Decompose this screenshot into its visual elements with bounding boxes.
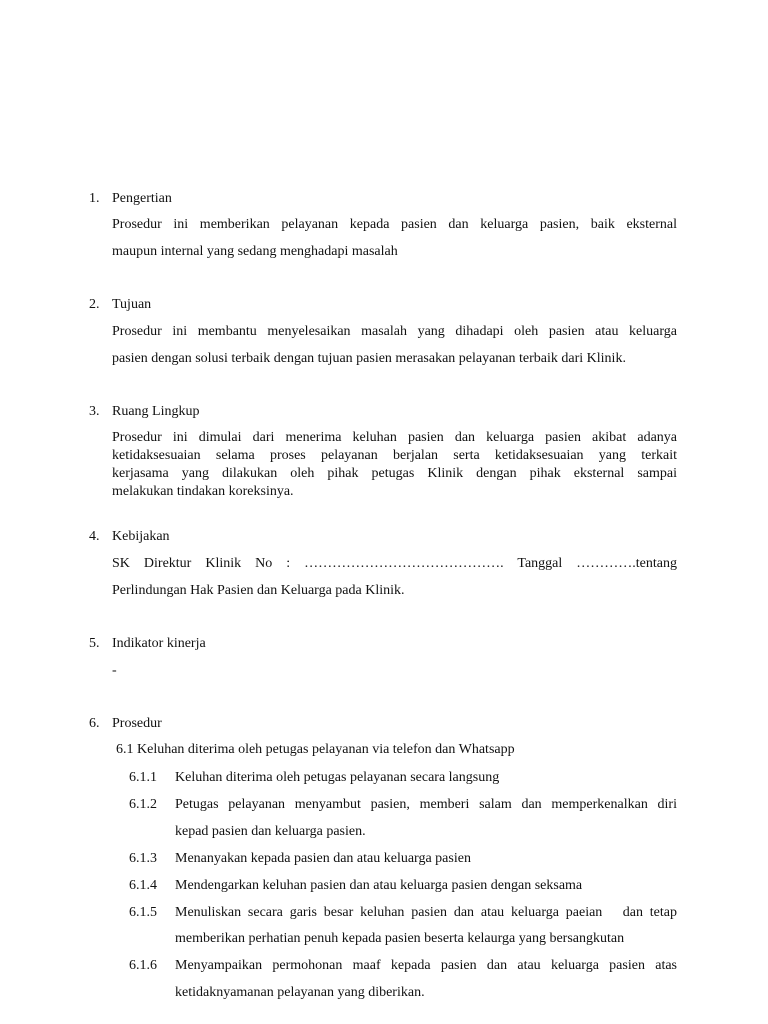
section-heading-tujuan: Tujuan (112, 297, 152, 312)
step-line: Mendengarkan keluhan pasien dan atau keluarga pasien dengan seksama (175, 878, 583, 893)
step-line: Petugas pelayanan menyambut pasien, memberi salam dan memperkenalkan diri (175, 797, 677, 812)
sub-heading: 6.1 Keluhan diterima oleh petugas pelayanan via telefon dan Whatsapp (116, 742, 515, 757)
step-line: memberikan perhatian penuh kepada pasien beserta kelaurga yang bersangkutan (175, 931, 625, 946)
step-line: kepad pasien dan keluarga pasien. (175, 824, 366, 839)
step-number: 6.1.5 (129, 905, 157, 920)
paragraph-line: ketidaksesuaian selama proses pelayanan berjalan serta ketidaksesuaian yang terkait (112, 448, 677, 463)
step-line: Menanyakan kepada pasien dan atau keluarga pasien (175, 851, 471, 866)
paragraph-line: Prosedur ini memberikan pelayanan kepada pasien dan keluarga pasien, baik eksternal (112, 217, 677, 232)
paragraph-line: kerjasama yang dilakukan oleh pihak petugas Klinik dengan pihak eksternal sampai (112, 466, 677, 481)
section-heading-pengertian: Pengertian (112, 191, 172, 206)
step-line: Keluhan diterima oleh petugas pelayanan secara langsung (175, 770, 500, 785)
section-heading-kebijakan: Kebijakan (112, 529, 170, 544)
section-number: 1. (89, 191, 100, 206)
section-heading-indikator-kinerja: Indikator kinerja (112, 636, 206, 651)
paragraph-line: Prosedur ini dimulai dari menerima keluhan pasien dan keluarga pasien akibat adanya (112, 430, 677, 445)
section-number: 5. (89, 636, 100, 651)
section-number: 3. (89, 404, 100, 419)
step-line: Menyampaikan permohonan maaf kepada pasien dan atau keluarga pasien atas (175, 958, 677, 973)
step-number: 6.1.2 (129, 797, 157, 812)
step-number: 6.1.4 (129, 878, 157, 893)
paragraph-line: Prosedur ini membantu menyelesaikan masalah yang dihadapi oleh pasien atau keluarga (112, 324, 677, 339)
paragraph-line: SK Direktur Klinik No : ……………………………………. Tanggal ………….tentang (112, 556, 677, 571)
step-number: 6.1.6 (129, 958, 157, 973)
paragraph-line: maupun internal yang sedang menghadapi masalah (112, 244, 398, 259)
section-heading-ruang-lingkup: Ruang Lingkup (112, 404, 200, 419)
paragraph-line: pasien dengan solusi terbaik dengan tujuan pasien merasakan pelayanan terbaik dari Klinik. (112, 351, 626, 366)
step-line: ketidaknyamanan pelayanan yang diberikan. (175, 985, 425, 1000)
step-number: 6.1.3 (129, 851, 157, 866)
paragraph-line: melakukan tindakan koreksinya. (112, 484, 294, 499)
section-number: 4. (89, 529, 100, 544)
section-number: 2. (89, 297, 100, 312)
section-heading-prosedur: Prosedur (112, 716, 162, 731)
step-number: 6.1.1 (129, 770, 157, 785)
paragraph-line: Perlindungan Hak Pasien dan Keluarga pada Klinik. (112, 583, 405, 598)
section-number: 6. (89, 716, 100, 731)
step-line: Menuliskan secara garis besar keluhan pasien dan atau keluarga paeian dan tetap (175, 905, 677, 920)
paragraph-line: - (112, 663, 117, 678)
